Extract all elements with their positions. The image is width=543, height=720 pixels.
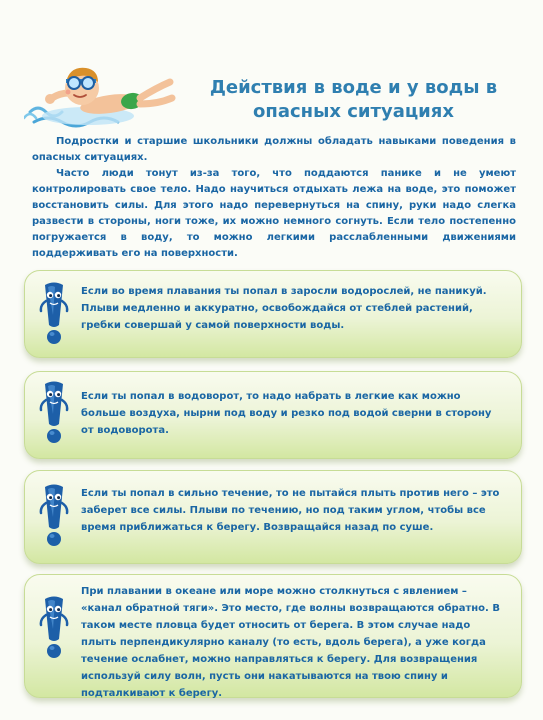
tip-text: Если ты попал в водоворот, то надо набрать в легкие как можно больше воздуха, нырни под воду и резко под водой сверни в сторону от водоворота. [81, 391, 492, 436]
exclamation-mascot-icon [39, 595, 69, 661]
tip-text: Если ты попал в сильно течение, то не пытайся плыть против него – это заберет все силы. Плыви по течению, но под таким углом, чтобы все время приближаться к берегу. Возвращайся назад по суше. [81, 488, 500, 533]
tip-text: При плавании в океане или море можно столкнуться с явлением – «канал обратной тяги». Это место, где волны возвращаются обратно. В таком месте пловца будет относить от берега. В этом случае надо плыть перпендикулярно каналу (то есть, вдоль берега), а уже когда течение ослабнет, можно направляться к берегу. Для возвращения используй силу волн, пусть они накатываются на твою спину и подталкивают к берегу. [81, 586, 500, 699]
exclamation-mascot-icon [39, 281, 69, 347]
tip-card-rip-current [24, 574, 522, 698]
exclamation-mascot-icon [39, 380, 69, 446]
intro-text [32, 134, 516, 262]
page-title: Действия в воде и у воды в опасных ситуациях [209, 77, 498, 122]
tip-text: Если во время плавания ты попал в заросли водорослей, не паникуй. Плыви медленно и аккуратно, освобождайся от стеблей растений, гребки совершай у самой поверхности воды. [81, 286, 487, 331]
exclamation-mascot-icon [39, 483, 69, 549]
tip-card-seaweed [24, 270, 522, 358]
intro-paragraph: Подростки и старшие школьники должны обладать навыками поведения в опасных ситуациях. [32, 136, 516, 163]
intro-paragraph: Часто люди тонут из-за того, что поддаются панике и не умеют контролировать свое тело. Надо научиться отдыхать лежа на воде, это поможет восстановить силы. Для этого надо перевернуться на спину, руки надо слегка развести в стороны, ноги тоже, их можно немного согнуть. Если тело постепенно погружается в воду, то можно легкими расслабленными движениями поддерживать его на поверхности. [32, 168, 516, 259]
tip-card-whirlpool [24, 371, 522, 459]
tip-card-current [24, 470, 522, 564]
swimming-boy-illustration [24, 52, 176, 132]
